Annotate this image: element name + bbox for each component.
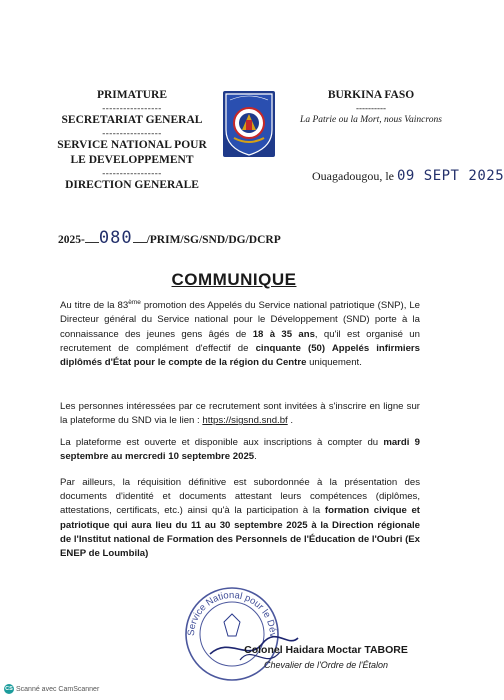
paragraph-announcement xyxy=(60,296,420,370)
scanner-watermark xyxy=(4,684,99,694)
dateline-prefix: Ouagadougou, le xyxy=(312,169,394,183)
scanner-text: Scanné avec CamScanner xyxy=(16,685,100,693)
header-secretariat: SECRETARIAT GENERAL xyxy=(61,114,203,126)
document-title: COMMUNIQUE xyxy=(171,270,297,289)
platform-link[interactable]: https://sigsnd.snd.bf xyxy=(202,415,288,427)
dateline xyxy=(312,168,504,184)
header-direction: DIRECTION GENERALE xyxy=(65,179,199,191)
header-separator: ----------------- xyxy=(102,128,162,138)
paragraph-requisition xyxy=(60,476,420,561)
signatory-name: Colonel Haidara Moctar TABORE xyxy=(244,644,408,656)
superscript: ème xyxy=(128,299,141,306)
paragraph-dates xyxy=(60,436,420,464)
reference-year: 2025- xyxy=(58,234,85,246)
recruitment-detail: cinquante (50) Appelés infirmiers diplômés d'État pour le compte de la région du Centre xyxy=(60,342,420,368)
text-span: La plateforme est ouverte et disponible aux inscriptions à compter du xyxy=(60,437,384,448)
svg-text:Service National pour le Dével: Service National pour le Dév xyxy=(185,589,279,638)
text-span: promotion des Appelés du Service national patriotique (SNP), Le Directeur général du Service national pour le Développement (SND) porte à la connaissance des jeunes gens âgés de xyxy=(60,300,420,340)
reference-number xyxy=(58,228,281,248)
header-primature: PRIMATURE xyxy=(96,89,168,101)
header-motto: La Patrie ou la Mort, nous Vaincrons xyxy=(300,115,442,125)
camscanner-icon: CS xyxy=(5,686,13,692)
text-span: uniquement. xyxy=(306,357,362,368)
text-span: , qu'il est organisé un recrutement de complément d'effectif de xyxy=(60,328,420,354)
snd-logo xyxy=(222,90,276,158)
header-right-block xyxy=(296,88,446,128)
date-stamp: 09 SEPT 2025 xyxy=(396,168,504,184)
signatory-distinction: Chevalier de l'Ordre de l'Étalon xyxy=(263,660,388,670)
text-span: Par ailleurs, la réquisition définitive est subordonnée à la présentation des documents d'identité et documents attestant leurs compétences (diplômes, attestations, certificats, etc.) ainsi qu'à la participation à la xyxy=(60,477,420,517)
header-country: BURKINA FASO xyxy=(327,89,415,101)
reference-suffix: /PRIM/SG/SND/DG/DCRP xyxy=(146,234,281,246)
header-separator: ---------- xyxy=(356,103,386,113)
header-separator: ----------------- xyxy=(102,103,162,113)
age-range: 18 à 35 ans xyxy=(252,328,315,340)
header-left-block xyxy=(42,88,222,193)
registration-dates: mardi 9 septembre au mercredi 10 septembre 2025 xyxy=(60,437,420,463)
text-span: Au titre de la 83 xyxy=(60,300,129,312)
training-detail: formation civique et patriotique qui aura lieu du 11 au 30 septembre 2025 à la Direction régionale de l'Institut national de Formation des Personnels de l'Éducation de l'Oubri (Ex ENEP de Loumbila) xyxy=(60,505,420,560)
header-service-line1: SERVICE NATIONAL POUR xyxy=(57,139,207,151)
text-span: . xyxy=(254,451,257,463)
header-service-line2: LE DEVELOPPEMENT xyxy=(70,154,194,166)
text-span: . xyxy=(287,415,294,427)
reference-stamped-number: 080 xyxy=(98,228,133,248)
header-separator: ----------------- xyxy=(102,168,162,178)
text-span: Les personnes intéressées par ce recrutement sont invitées à s'inscrire en ligne sur la plateforme du SND via le lien : xyxy=(60,401,420,427)
snd-emblem-icon xyxy=(222,90,276,158)
paragraph-registration xyxy=(60,400,420,428)
